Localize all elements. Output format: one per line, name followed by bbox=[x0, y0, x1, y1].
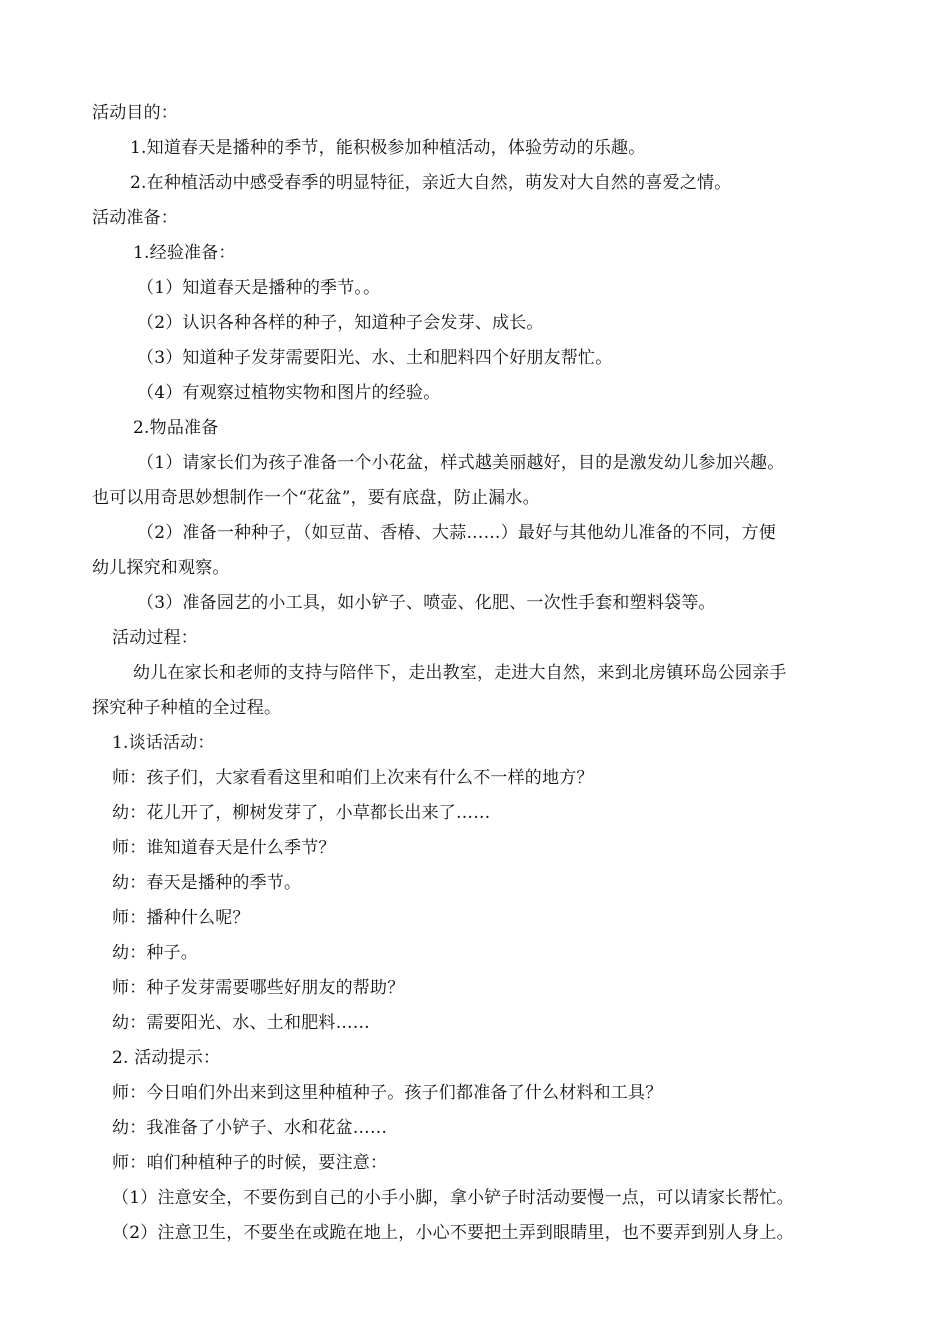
prep-materials-item-1: （1）请家长们为孩子准备一个小花盆，样式越美丽越好，目的是激发幼儿参加兴趣。 bbox=[137, 453, 785, 473]
heading-activity-preparation: 活动准备： bbox=[92, 208, 178, 228]
dialogue-line: 师：播种什么呢？ bbox=[112, 908, 250, 928]
prep-materials-item-2-cont: 幼儿探究和观察。 bbox=[92, 558, 230, 578]
dialogue-line: 幼：春天是播种的季节。 bbox=[112, 873, 302, 893]
talk-activity-heading: 1.谈话活动： bbox=[112, 733, 215, 753]
goal-item-1: 1.知道春天是播种的季节，能积极参加种植活动，体验劳动的乐趣。 bbox=[130, 138, 646, 158]
dialogue-line: 师：孩子们，大家看看这里和咱们上次来有什么不一样的地方？ bbox=[112, 768, 594, 788]
tip-item-1: （1）注意安全，不要伤到自己的小手小脚，拿小铲子时活动要慢一点，可以请家长帮忙。 bbox=[112, 1188, 794, 1208]
prep-experience-heading: 1.经验准备： bbox=[133, 243, 236, 263]
prep-experience-item-2: （2）认识各种各样的种子，知道种子会发芽、成长。 bbox=[137, 313, 544, 333]
process-intro-cont: 探究种子种植的全过程。 bbox=[92, 698, 282, 718]
heading-activity-goals: 活动目的： bbox=[92, 103, 178, 123]
tip-item-2: （2）注意卫生，不要坐在或跪在地上，小心不要把土弄到眼睛里，也不要弄到别人身上。 bbox=[112, 1223, 794, 1243]
dialogue-line: 幼：花儿开了，柳树发芽了，小草都长出来了…… bbox=[112, 803, 491, 823]
prep-materials-heading: 2.物品准备 bbox=[133, 418, 219, 438]
dialogue-line: 师：种子发芽需要哪些好朋友的帮助？ bbox=[112, 978, 405, 998]
dialogue-line: 幼：需要阳光、水、土和肥料…… bbox=[112, 1013, 370, 1033]
goal-item-2: 2.在种植活动中感受春季的明显特征，亲近大自然，萌发对大自然的喜爱之情。 bbox=[130, 173, 732, 193]
dialogue-line: 师：谁知道春天是什么季节？ bbox=[112, 838, 336, 858]
heading-activity-process: 活动过程： bbox=[112, 628, 198, 648]
dialogue-line: 师：咱们种植种子的时候，要注意： bbox=[112, 1153, 388, 1173]
dialogue-line: 幼：我准备了小铲子、水和花盆…… bbox=[112, 1118, 388, 1138]
process-intro: 幼儿在家长和老师的支持与陪伴下，走出教室，走进大自然，来到北房镇环岛公园亲手 bbox=[133, 663, 787, 683]
dialogue-line: 幼：种子。 bbox=[112, 943, 198, 963]
prep-materials-item-2: （2）准备一种种子，（如豆苗、香椿、大蒜……）最好与其他幼儿准备的不同，方便 bbox=[137, 523, 776, 543]
prep-experience-item-4: （4）有观察过植物实物和图片的经验。 bbox=[137, 383, 441, 403]
prep-materials-item-1-cont: 也可以用奇思妙想制作一个“花盆”，要有底盘，防止漏水。 bbox=[92, 488, 540, 508]
prep-experience-item-1: （1）知道春天是播种的季节。。 bbox=[137, 278, 381, 298]
activity-tips-heading: 2. 活动提示： bbox=[112, 1048, 221, 1068]
prep-materials-item-3: （3）准备园艺的小工具，如小铲子、喷壶、化肥、一次性手套和塑料袋等。 bbox=[137, 593, 716, 613]
dialogue-line: 师：今日咱们外出来到这里种植种子。孩子们都准备了什么材料和工具？ bbox=[112, 1083, 663, 1103]
prep-experience-item-3: （3）知道种子发芽需要阳光、水、土和肥料四个好朋友帮忙。 bbox=[137, 348, 613, 368]
